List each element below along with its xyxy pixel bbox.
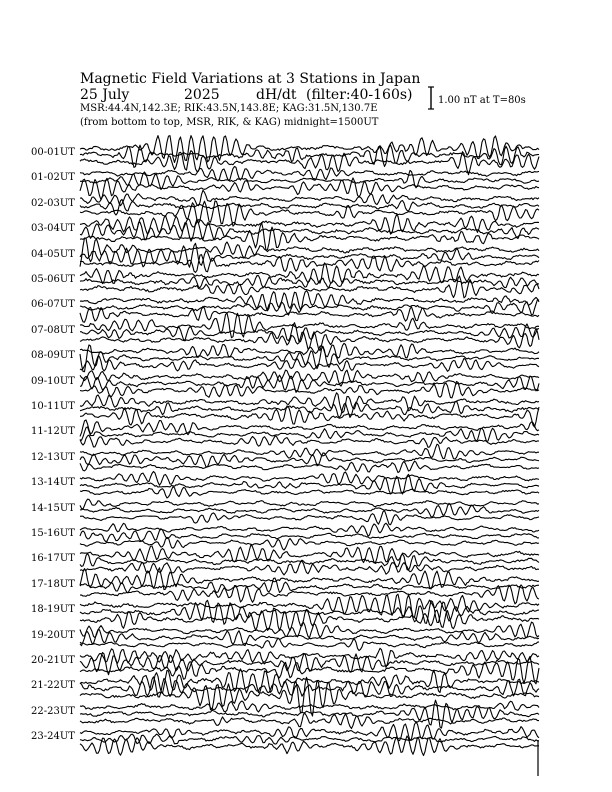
trace-rik-23-24UT	[80, 734, 539, 744]
hour-label: 03-04UT	[31, 223, 75, 235]
trace-kag-14-15UT	[80, 511, 539, 525]
hour-label: 11-12UT	[31, 426, 75, 438]
trace-rik-18-19UT	[80, 600, 539, 624]
trace-kag-15-16UT	[80, 537, 539, 550]
trace-rik-13-14UT	[80, 474, 539, 494]
trace-kag-03-04UT	[80, 223, 539, 251]
trace-rik-03-04UT	[80, 219, 539, 241]
hour-label: 01-02UT	[31, 172, 75, 184]
hour-label: 17-18UT	[31, 578, 75, 590]
trace-msr-19-20UT	[80, 622, 539, 638]
date-day: 25 July	[80, 87, 130, 103]
trace-kag-08-09UT	[80, 356, 539, 371]
trace-kag-06-07UT	[80, 306, 539, 322]
station-order-note: (from bottom to top, MSR, RIK, & KAG) midnight=1500UT	[80, 117, 379, 128]
hour-label: 09-10UT	[31, 375, 75, 387]
trace-msr-02-03UT	[80, 190, 539, 205]
trace-rik-22-23UT	[80, 700, 539, 728]
trace-rik-15-16UT	[80, 529, 539, 541]
hour-label: 07-08UT	[31, 324, 75, 336]
date-year: 2025	[184, 87, 220, 103]
trace-msr-15-16UT	[80, 523, 539, 536]
hour-label: 21-22UT	[31, 680, 75, 692]
filter-label: (filter:40-160s)	[306, 87, 413, 103]
hour-label: 16-17UT	[31, 553, 75, 565]
trace-msr-12-13UT	[80, 444, 539, 459]
hour-label: 12-13UT	[31, 451, 75, 463]
trace-kag-02-03UT	[80, 201, 539, 226]
trace-kag-01-02UT	[80, 178, 539, 200]
hour-label: 19-20UT	[31, 629, 75, 641]
hour-label: 15-16UT	[31, 528, 75, 539]
hour-label: 20-21UT	[31, 655, 75, 666]
trace-msr-11-12UT	[80, 420, 539, 436]
hour-label: 22-23UT	[31, 705, 75, 717]
hour-label: 06-07UT	[31, 299, 75, 311]
hour-label: 04-05UT	[31, 248, 75, 260]
station-coordinates: MSR:44.4N,142.3E; RIK:43.5N,143.8E; KAG:31.5N,130.7E	[80, 103, 378, 114]
hour-label: 13-14UT	[31, 477, 75, 489]
trace-msr-23-24UT	[80, 722, 539, 741]
trace-rik-01-02UT	[80, 170, 539, 189]
hour-label: 02-03UT	[31, 197, 75, 209]
hour-label: 05-06UT	[31, 274, 75, 285]
hour-label: 00-01UT	[31, 147, 75, 158]
trace-rik-06-07UT	[80, 300, 539, 316]
hour-label: 08-09UT	[31, 350, 75, 362]
quantity-label: dH/dt	[256, 87, 297, 103]
trace-kag-13-14UT	[80, 487, 539, 498]
trace-kag-09-10UT	[80, 382, 539, 398]
hour-label: 23-24UT	[31, 731, 75, 743]
chart-subtitle	[80, 87, 413, 103]
scale-label: 1.00 nT at T=80s	[438, 95, 526, 106]
trace-kag-19-20UT	[80, 638, 539, 651]
trace-kag-04-05UT	[80, 255, 539, 273]
trace-msr-16-17UT	[80, 545, 539, 563]
chart-title: Magnetic Field Variations at 3 Stations in Japan	[80, 71, 421, 87]
hour-label: 14-15UT	[31, 502, 75, 514]
hour-label: 18-19UT	[31, 604, 75, 616]
hour-label: 10-11UT	[31, 401, 75, 412]
